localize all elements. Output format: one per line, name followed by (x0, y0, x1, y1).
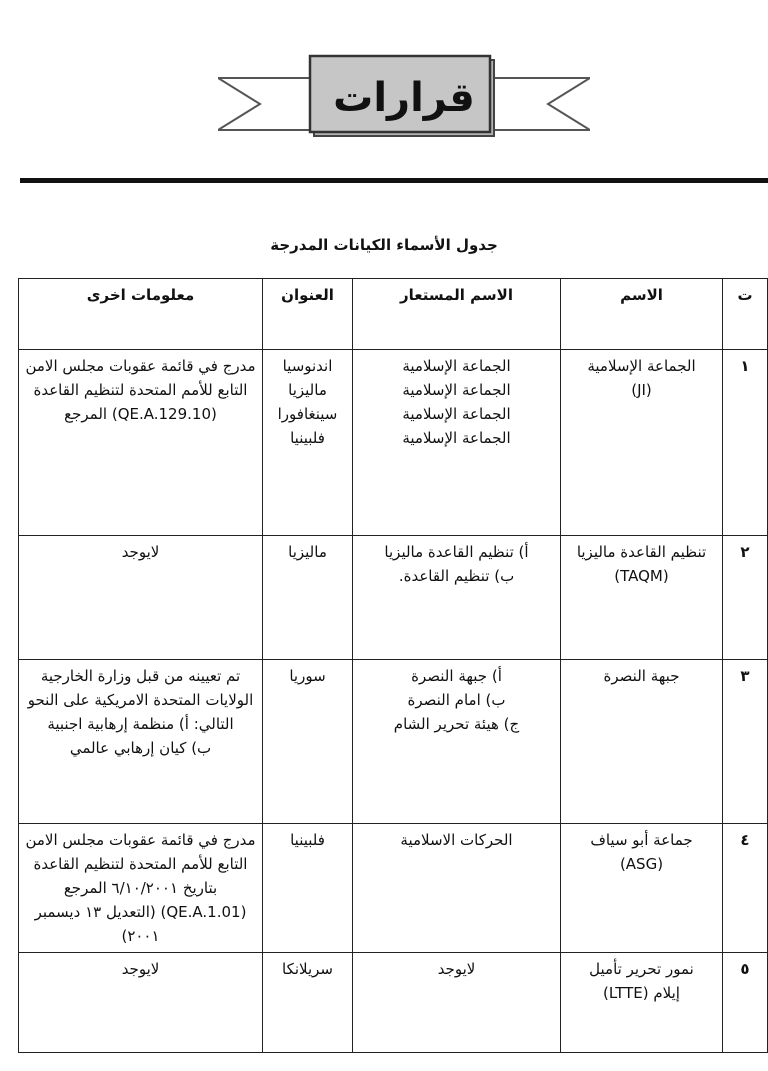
row-number: ٣ (723, 660, 768, 824)
address-line: فلبينيا (290, 429, 325, 447)
name-line: (JI) (631, 381, 652, 399)
info-line: الولايات المتحدة الامريكية على النحو (27, 691, 254, 709)
name-line: إيلام (LTTE) (603, 984, 680, 1002)
name-line: (ASG) (619, 855, 664, 873)
entity-address (263, 536, 353, 660)
alias-line: الجماعة الإسلامية (402, 405, 511, 423)
entity-address (263, 660, 353, 824)
entity-alias (353, 660, 561, 824)
row-number: ٤ (723, 824, 768, 953)
row-number: ١ (723, 350, 768, 536)
alias-line: ب) امام النصرة (407, 691, 506, 709)
name-line: جبهة النصرة (603, 667, 680, 685)
info-line: بتاريخ ٦/١٠/٢٠٠١ المرجع (63, 879, 218, 897)
entity-other-info (19, 953, 263, 1053)
alias-line: الجماعة الإسلامية (402, 381, 511, 399)
info-line: التالي: أ) منظمة إرهابية اجنبية (47, 715, 234, 733)
table-row (19, 536, 768, 660)
info-line: تم تعيينه من قبل وزارة الخارجية (40, 667, 241, 685)
entity-name (561, 660, 723, 824)
column-header-alias: الاسم المستعار (353, 279, 561, 350)
entity-address (263, 350, 353, 536)
address-line: فلبينيا (290, 831, 325, 849)
info-line: مدرج في قائمة عقوبات مجلس الامن (25, 357, 256, 375)
header-banner (218, 48, 590, 148)
entity-other-info (19, 824, 263, 953)
info-line: لايوجد (121, 960, 160, 978)
column-header-name: الاسم (561, 279, 723, 350)
address-line: سينغافورا (277, 405, 338, 423)
alias-line: ب) تنظيم القاعدة. (398, 567, 515, 585)
entity-name (561, 536, 723, 660)
entity-other-info (19, 660, 263, 824)
info-line: ب) كيان إرهابي عالمي (69, 739, 212, 757)
entities-table (18, 278, 768, 1053)
entity-other-info (19, 536, 263, 660)
entity-alias (353, 350, 561, 536)
entity-address (263, 953, 353, 1053)
info-line: التابع للأمم المتحدة لتنظيم القاعدة (33, 855, 248, 873)
alias-line: الجماعة الإسلامية (402, 357, 511, 375)
alias-line: لايوجد (437, 960, 476, 978)
entity-alias (353, 953, 561, 1053)
alias-line: أ) تنظيم القاعدة ماليزيا (384, 543, 529, 561)
address-line: ماليزيا (288, 381, 327, 399)
banner-title: قرارات (333, 75, 475, 121)
header-divider (20, 178, 768, 183)
entity-name (561, 824, 723, 953)
address-line: سريلانكا (282, 960, 333, 978)
table-row (19, 350, 768, 536)
name-line: (TAQM) (614, 567, 669, 585)
table-caption: جدول الأسماء الكيانات المدرجة (270, 236, 498, 254)
alias-line: الجماعة الإسلامية (402, 429, 511, 447)
column-header-number: ت (723, 279, 768, 350)
info-line: لايوجد (121, 543, 160, 561)
info-line: (QE.A.1.01) (التعديل ١٣ ديسمبر (34, 903, 247, 921)
column-header-address: العنوان (263, 279, 353, 350)
info-line: التابع للأمم المتحدة لتنظيم القاعدة (33, 381, 248, 399)
entity-alias (353, 824, 561, 953)
entity-address (263, 824, 353, 953)
name-line: جماعة أبو سياف (590, 831, 693, 849)
name-line: نمور تحرير تأميل (589, 960, 694, 978)
entity-name (561, 350, 723, 536)
alias-line: أ) جبهة النصرة (411, 667, 502, 685)
table-row (19, 824, 768, 953)
name-line: تنظيم القاعدة ماليزيا (576, 543, 707, 561)
name-line: الجماعة الإسلامية (587, 357, 696, 375)
row-number: ٥ (723, 953, 768, 1053)
alias-line: الحركات الاسلامية (400, 831, 513, 849)
address-line: سوريا (289, 667, 326, 685)
column-header-other-info: معلومات اخرى (19, 279, 263, 350)
entity-other-info (19, 350, 263, 536)
address-line: اندنوسيا (282, 357, 333, 375)
table-row (19, 660, 768, 824)
entity-alias (353, 536, 561, 660)
entity-name (561, 953, 723, 1053)
info-line: مدرج في قائمة عقوبات مجلس الامن (25, 831, 256, 849)
table-row (19, 953, 768, 1053)
info-line: ٢٠٠١) (121, 927, 160, 945)
address-line: ماليزيا (288, 543, 327, 561)
row-number: ٢ (723, 536, 768, 660)
alias-line: ج) هيئة تحرير الشام (393, 715, 520, 733)
info-line: (QE.A.129.10) المرجع (64, 405, 217, 423)
table-header-row (19, 279, 768, 350)
